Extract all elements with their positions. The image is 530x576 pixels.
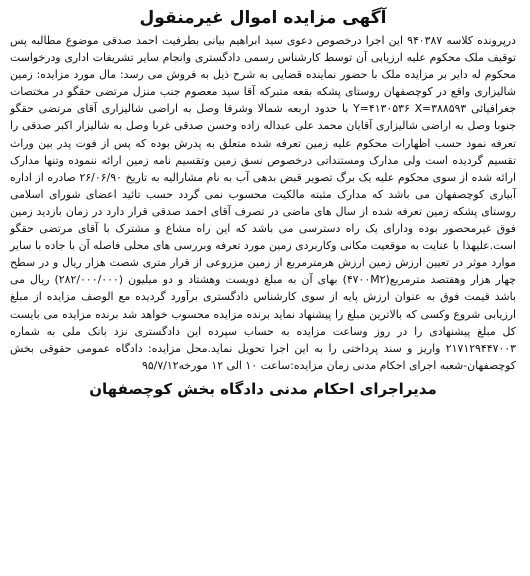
notice-body: درپرونده کلاسه ۹۴۰۳۸۷ این اجرا درخصوص دعوی سید ابراهیم بیانی بطرفیت احمد صدقی موضوع مطالبه پس توقیف ملک محکوم علیه ارزیابی آن توسط کارشناس رسمی دادگستری وانجام سایر تشریفات اداری ودرخواست محکوم له دایر بر مزایده ملک با حضور نماینده قضایی به شرح ذیل به فروش می رسد: مال مورد مزایده: زمین شالیزاری واقع در کوچصفهان روستای پشکه بقعه متبرکه آقا سید معصوم جنب منزل مرتضی حقگو در مختصات جغرافیائی Y=۴۱۳۰۵۳۶ X=۳۸۸۵۹۳ با حدود اربعه شمالا وشرقا وصل به اراضی شالیزاری آقای مرتضی حقگو جنوبا وصل به اراضی شالیزاری آقایان محمد علی عبداله زاده وحسن صدقی غربا وصل به شالیزار اکبر صدقی را تعرفه نمود حسب اظهارات محکوم علیه زمین تعرفه شده متعلق به پدرش بوده که پس از فوت پدر بین وراث تقسیم گردیده است ولی مدارک ومستنداتی درخصوص نسق زمین وتقسیم نامه زمین ارائه ننموده وتنها مدارک ارائه شده از سوی محکوم علیه یک برگ تصویر قبض بدهی آب به نام مشارالیه به تاریخ ۲۶/۰۶/۹۰ صادره از اداره آبیاری کوچصفهان می باشد که مدارک مثبته مالکیت محسوب نمی گردد حسب تائید اعضای شورای اسلامی روستای پشکه زمین تعرفه شده از سال های ماضی در تصرف آقای احمد صدقی قرار دارد در زمان بازدید زمین فوق غیرمحصور بوده ودارای یک راه دسترسی می باشد که این راه مشاع و مشترک با آقای مرتضی حقگو است.علیهذا با عنایت به موقعیت مکانی وکاربردی زمین مورد تعرفه وبررسی های محلی فاصله آن با جاده با سایر موارد موثر در تعیین ارزش زمین ارزش هرمترمربع از زمین مزروعی از قرار متری شصت هزار ریال و در سطح چهار هزار وهفتصد مترمربع(۴۷۰۰M۲) بهای آن به مبلغ دویست وهشتاد و دو میلیون (۲۸۲/۰۰۰/۰۰۰) ریال می باشد قیمت فوق به عنوان ارزش پایه از سوی کارشناس دادگستری برآورد گردیده مع الوصف مزایده از مبلغ ارزیابی شروع وکسی که بالاترین مبلغ را پیشنهاد نماید برنده مزایده محسوب خواهد شد برنده مزایده می بایست کل مبلغ پیشنهادی را در روز وساعت مزایده به حساب سپرده این دادگستری نزد بانک ملی به شماره ۲۱۷۱۲۹۴۴۷۰۰۳ واریز و سند پرداختی را به این اجرا تحویل نماید.محل مزایده: دادگاه عمومی حقوقی بخش کوچصفهان-شعبه اجرای احکام مدنی زمان مزایده:ساعت ۱۰ الی ۱۲ مورخه۹۵/۷/۱۲ xyxy=(10,34,517,372)
notice-title: آگهی مزایده اموال غیرمنقول xyxy=(139,8,387,28)
notice-signature: مدیراجرای احکام مدنی دادگاه بخش کوچصفهان xyxy=(89,379,437,398)
